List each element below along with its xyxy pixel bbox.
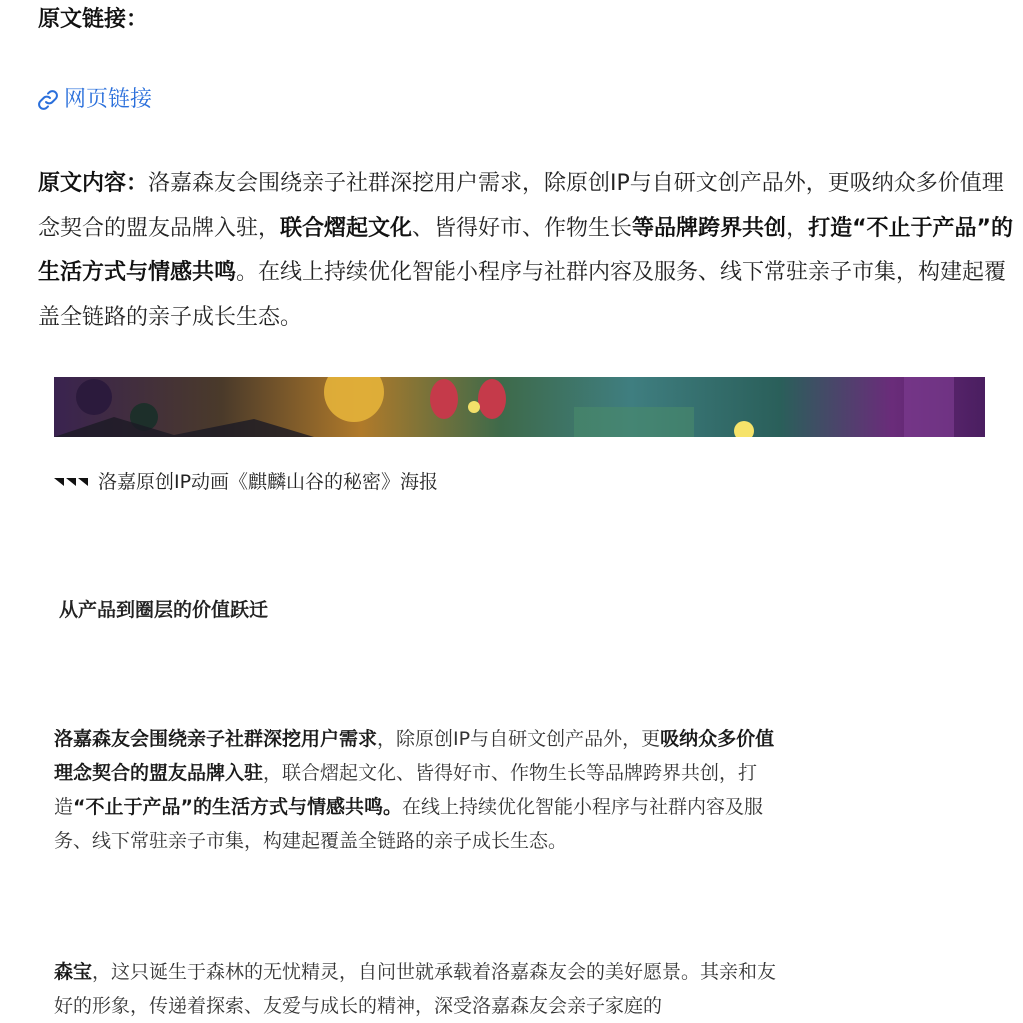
source-content-segment: 联合熠起文化 xyxy=(280,215,413,241)
source-content-segment: 洛嘉森友会围绕亲子社群深挖用户需求，除原创IP与自研文创产品外，更吸纳众多价值理念契合的盟友品牌入驻， xyxy=(38,171,1004,241)
source-content-body xyxy=(38,171,1013,330)
source-content xyxy=(38,162,1013,340)
source-content-segment: 、皆得好市、作物生长 xyxy=(412,215,633,241)
body-paragraph-1 xyxy=(54,722,786,858)
caption-text: 洛嘉原创IP动画《麒麟山谷的秘密》海报 xyxy=(98,471,439,493)
source-content-label: 原文内容： xyxy=(38,171,149,196)
source-content-segment: 等品牌跨界共创 xyxy=(632,215,787,241)
image-caption xyxy=(54,468,438,496)
paragraph-1-segment: 吸纳众多价值理念契合的盟友品牌入驻 xyxy=(54,728,775,784)
body-paragraph-2 xyxy=(54,955,786,1023)
paragraph-1-segment: 洛嘉森友会围绕亲子社群深挖用户需求 xyxy=(54,728,378,750)
source-content-segment: ， xyxy=(786,215,809,241)
source-link-label: 网页链接 xyxy=(64,87,153,112)
paragraph-2-segment: 森宝 xyxy=(54,961,93,983)
source-link-heading: 原文链接： xyxy=(38,7,149,32)
paragraph-2-segment: ，这只诞生于森林的无忧精灵，自问世就承载着洛嘉森友会的美好愿景。其亲和友好的形象，传递着探索、友爱与成长的精神，深受洛嘉森友会亲子家庭的 xyxy=(54,961,777,1017)
paragraph-1-segment: ，除原创IP与自研文创产品外，更 xyxy=(377,728,661,750)
section-heading: 从产品到圈层的价值跃迁 xyxy=(59,599,269,621)
link-icon xyxy=(36,88,60,112)
source-content-segment: 。在线上持续优化智能小程序与社群内容及服务、线下常驻亲子市集，构建起覆盖全链路的亲子成长生态。 xyxy=(38,260,1007,330)
poster-image xyxy=(54,377,985,437)
source-web-link[interactable] xyxy=(36,84,152,116)
source-content-segment: 打造“不止于产品”的生活方式与情感共鸣 xyxy=(38,215,1013,285)
paragraph-1-segment: ，联合熠起文化、皆得好市、作物生长等品牌跨界共创，打造 xyxy=(54,762,758,818)
paragraph-1-segment: 在线上持续优化智能小程序与社群内容及服务、线下常驻亲子市集，构建起覆盖全链路的亲子成长生态。 xyxy=(54,796,764,852)
paragraph-1-segment: “不止于产品”的生活方式与情感共鸣。 xyxy=(73,796,402,818)
triangle-bullets-icon xyxy=(54,476,90,488)
